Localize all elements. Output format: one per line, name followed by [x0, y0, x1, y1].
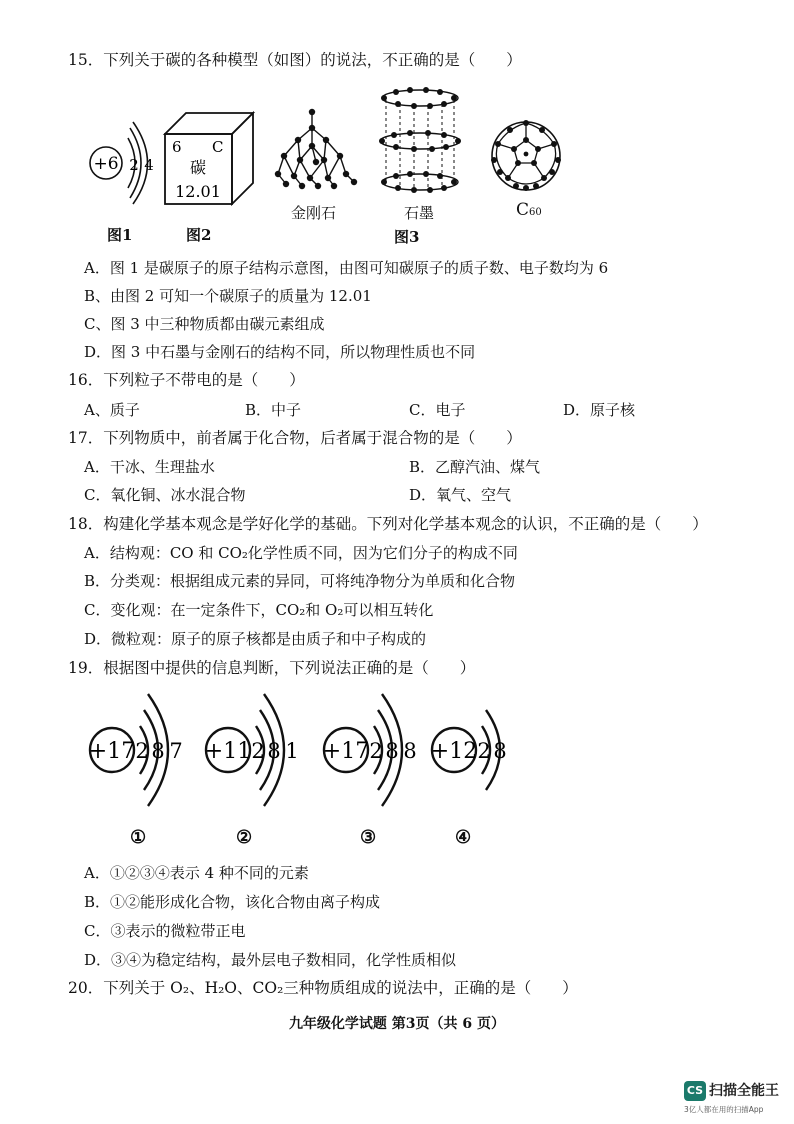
q18-option-b: B．分类观：根据组成元素的异同，可将纯净物分为单质和化合物 — [84, 572, 516, 590]
q16-option-d: D．原子核 — [563, 401, 636, 419]
q16-option-a: A、质子 — [84, 401, 140, 419]
atom-1-shell-1: 2 — [135, 739, 149, 763]
fig1-nucleus: +6 — [93, 154, 119, 174]
fig1-shell-2: 4 — [144, 156, 154, 174]
atom-4-shell-2: 8 — [493, 739, 507, 763]
atom-4-nucleus: +12 — [430, 739, 478, 764]
graphite-structure — [374, 86, 466, 198]
camscanner-tagline: 3亿人都在用的扫描App — [684, 1105, 764, 1114]
camscanner-name: 扫描全能王 — [709, 1083, 779, 1099]
atom-3-shell-3: 8 — [403, 739, 417, 763]
atom-2-shell-3: 1 — [285, 739, 299, 763]
q16-option-c: C．电子 — [409, 401, 466, 419]
c60-label: C60 — [516, 200, 542, 220]
atom-1-shell-3: 7 — [169, 739, 183, 763]
q17-option-c: C．氧化铜、冰水混合物 — [84, 486, 246, 504]
atom-4-shell-1: 2 — [477, 739, 491, 763]
atom-4-label: ④ — [455, 827, 472, 848]
fig2-element-cube — [160, 108, 260, 208]
atom-diagram-2 — [200, 686, 312, 816]
fig2-name: 碳 — [189, 158, 207, 177]
atom-1-nucleus: +17 — [88, 739, 136, 764]
page-footer: 九年级化学试题 第3页（共 6 页） — [288, 1016, 506, 1032]
atom-2-nucleus: +11 — [204, 739, 252, 764]
q18-option-a: A．结构观：CO 和 CO₂化学性质不同，因为它们分子的构成不同 — [84, 544, 518, 562]
atom-2-shell-2: 8 — [267, 739, 281, 763]
q15-option-b: B、由图 2 可知一个碳原子的质量为 12.01 — [84, 287, 372, 305]
q17-option-b: B．乙醇汽油、煤气 — [409, 458, 541, 476]
fig1-carbon-atom-diagram — [84, 118, 164, 210]
q15-stem: 15．下列关于碳的各种模型（如图）的说法，不正确的是（ ） — [68, 51, 522, 69]
q15-option-c: C、图 3 中三种物质都由碳元素组成 — [84, 315, 325, 333]
atom-3-nucleus: +17 — [322, 739, 370, 764]
atom-diagram-4 — [426, 686, 526, 816]
q17-option-d: D．氧气、空气 — [409, 486, 512, 504]
c60-structure — [488, 118, 564, 194]
fig2-symbol: C — [212, 138, 224, 156]
q17-stem: 17．下列物质中，前者属于化合物，后者属于混合物的是（ ） — [68, 429, 522, 447]
camscanner-logo-icon: CS — [684, 1081, 706, 1101]
fig1-shell-1: 2 — [129, 156, 139, 174]
q19-option-d: D．③④为稳定结构，最外层电子数相同，化学性质相似 — [84, 951, 457, 969]
q20-stem: 20．下列关于 O₂、H₂O、CO₂三种物质组成的说法中，正确的是（ ） — [68, 979, 578, 997]
q18-option-c: C．变化观：在一定条件下，CO₂和 O₂可以相互转化 — [84, 601, 434, 619]
q17-option-a: A．干冰、生理盐水 — [84, 458, 215, 476]
q16-stem: 16．下列粒子不带电的是（ ） — [68, 371, 305, 389]
atom-diagram-3 — [318, 686, 430, 816]
q18-stem: 18．构建化学基本观念是学好化学的基础。下列对化学基本观念的认识，不正确的是（ ） — [68, 515, 708, 533]
q19-option-a: A．①②③④表示 4 种不同的元素 — [84, 864, 309, 882]
q19-option-c: C．③表示的微粒带正电 — [84, 922, 246, 940]
diamond-structure — [268, 100, 360, 196]
fig2-atomic-number: 6 — [172, 138, 182, 156]
q16-option-b: B．中子 — [245, 401, 302, 419]
atom-3-shell-2: 8 — [385, 739, 399, 763]
fig1-label: 图1 — [107, 226, 133, 244]
atom-3-shell-1: 2 — [369, 739, 383, 763]
q15-option-d: D．图 3 中石墨与金刚石的结构不同，所以物理性质也不同 — [84, 343, 476, 361]
atom-2-label: ② — [236, 827, 253, 848]
diamond-label: 金刚石 — [291, 204, 337, 222]
q15-option-a: A．图 1 是碳原子的原子结构示意图，由图可知碳原子的质子数、电子数均为 6 — [84, 259, 609, 277]
atom-diagram-1 — [84, 686, 196, 816]
q18-option-d: D．微粒观：原子的原子核都是由质子和中子构成的 — [84, 630, 427, 648]
atom-1-label: ① — [130, 827, 147, 848]
atom-1-shell-2: 8 — [151, 739, 165, 763]
atom-3-label: ③ — [360, 827, 377, 848]
graphite-label: 石墨 — [404, 204, 435, 222]
fig2-label: 图2 — [186, 226, 212, 244]
q19-option-b: B．①②能形成化合物，该化合物由离子构成 — [84, 893, 381, 911]
fig2-mass: 12.01 — [175, 182, 221, 201]
atom-2-shell-1: 2 — [251, 739, 265, 763]
fig3-label: 图3 — [394, 228, 420, 246]
q19-stem: 19．根据图中提供的信息判断，下列说法正确的是（ ） — [68, 659, 476, 677]
